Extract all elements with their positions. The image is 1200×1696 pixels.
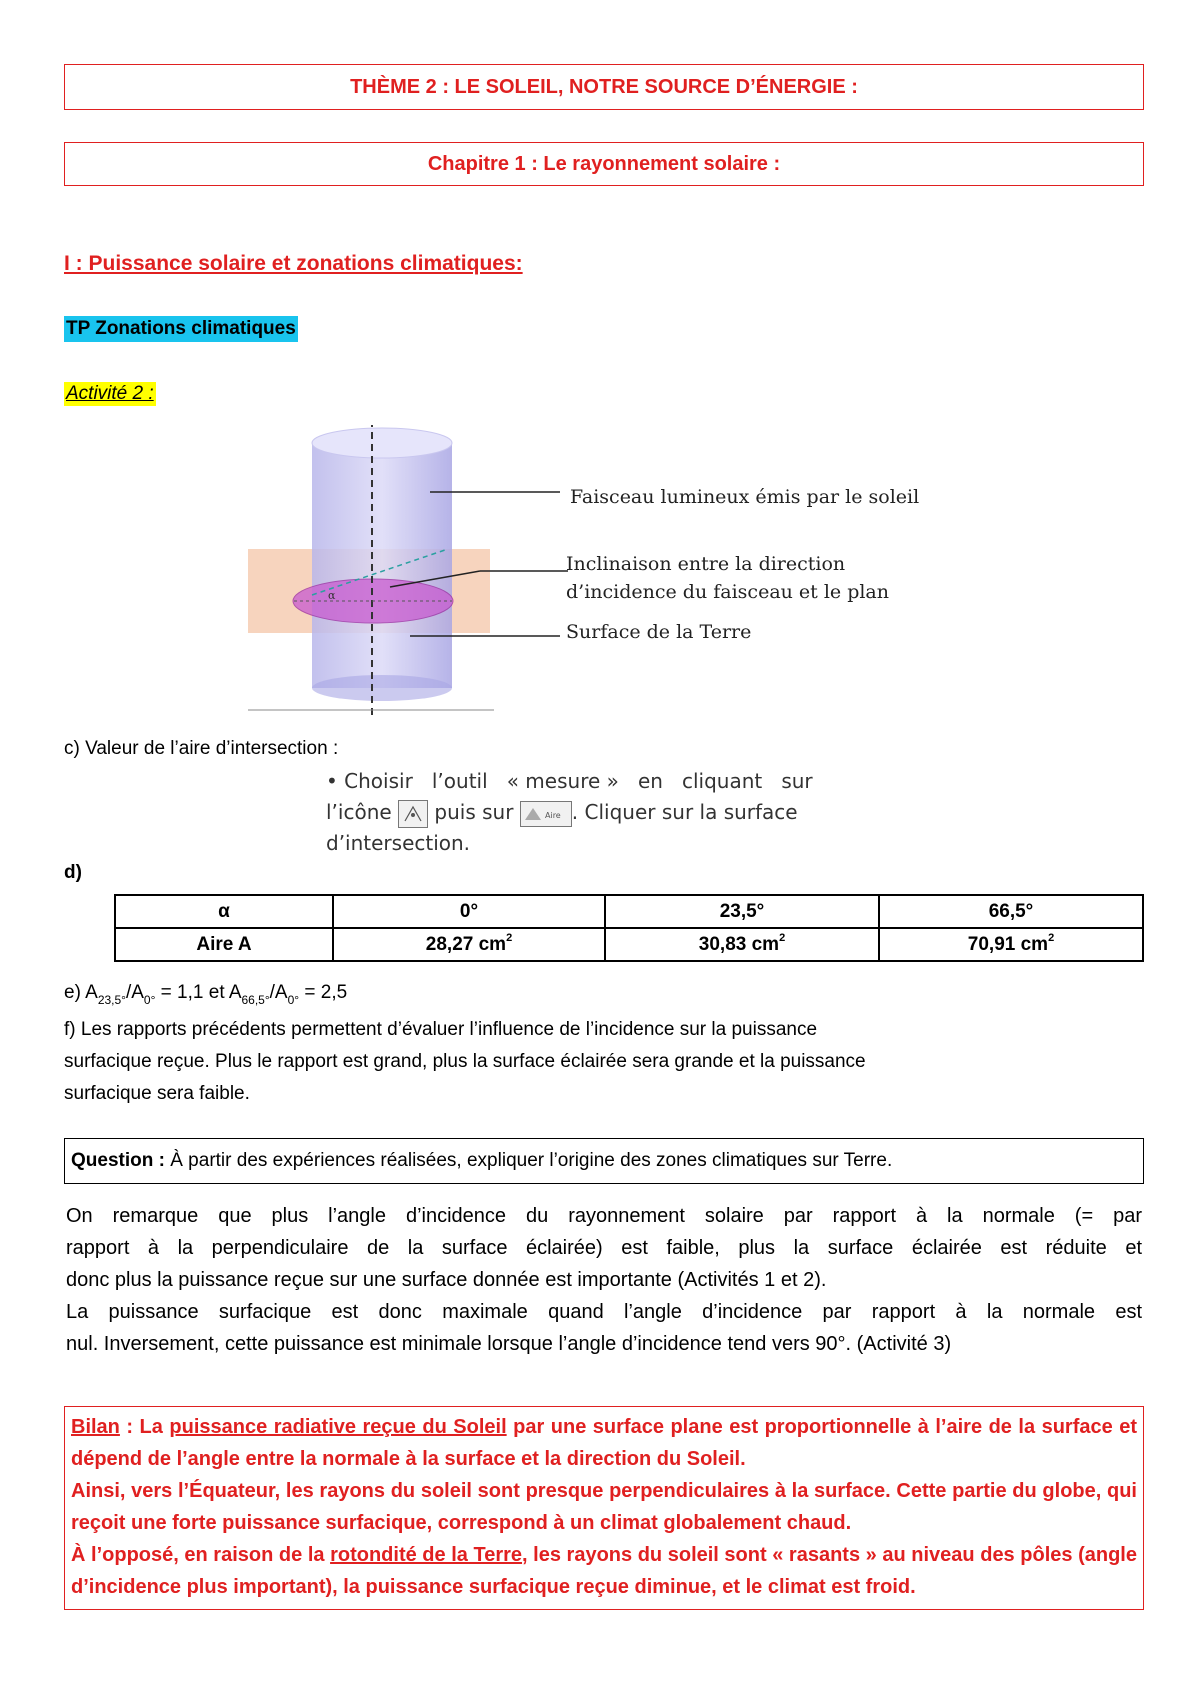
area-tool-icon[interactable] <box>520 801 572 827</box>
step-c-line1 <box>326 766 878 797</box>
table-row-label: Aire A <box>115 928 333 961</box>
area-table <box>114 894 1144 962</box>
step-c-line3: d’intersection. <box>326 831 471 855</box>
answer-line1: On remarque que plus l’angle d’incidence du rayonnement solaire par rapport à la normale (= par <box>66 1205 1142 1227</box>
bilan-term-roundness: rotondité de la Terre <box>330 1544 523 1566</box>
step-c-line2 <box>326 797 878 828</box>
answer-line5: nul. Inversement, cette puissance est minimale lorsque l’angle d’incidence tend vers 90°. (Activité 3) <box>66 1333 952 1355</box>
theme-title: THÈME 2 : LE SOLEIL, NOTRE SOURCE D’ÉNERGIE : <box>64 64 1144 110</box>
answer-line4: La puissance surfacique est donc maximale quand l’angle d’incidence par rapport à la normale est <box>66 1301 1142 1323</box>
table-header-cell: 66,5° <box>879 895 1143 928</box>
label-incline-2: d’incidence du faisceau et le plan <box>566 581 889 603</box>
answer-line3: donc plus la puissance reçue sur une surface donnée est importante (Activités 1 et 2). <box>66 1269 827 1291</box>
bilan-para-1: Bilan : La puissance radiative reçue du Soleil par une surface plane est proportionnelle à l’aire de la surface et dépend de l’angle entre la normale à la surface et la direction du Soleil. <box>71 1416 1138 1470</box>
beam-top <box>312 428 452 458</box>
step-c-label: c) Valeur de l’aire d’intersection : <box>64 738 339 759</box>
label-beam: Faisceau lumineux émis par le soleil <box>570 486 920 508</box>
table-header-cell: α <box>115 895 333 928</box>
question-text: À partir des expériences réalisées, expliquer l’origine des zones climatiques sur Terre. <box>164 1150 893 1171</box>
step-c-line2-b: puis sur <box>434 800 514 824</box>
question-box <box>64 1138 1144 1184</box>
table-header-cell: 23,5° <box>605 895 879 928</box>
label-incline-1: Inclinaison entre la direction <box>566 553 846 575</box>
beam-bottom <box>312 675 452 701</box>
bilan-para-3: À l’opposé, en raison de la rotondité de la Terre, les rayons du soleil sont « rasants » au niveau des pôles (angle d’incidence plus important), la puissance surfacique reçue diminue, et le climat est froid. <box>71 1544 1137 1598</box>
question-label: Question : <box>71 1150 165 1171</box>
step-f-line2: surfacique reçue. Plus le rapport est grand, plus la surface éclairée sera grande et la puissance <box>64 1051 866 1072</box>
measure-tool-icon[interactable] <box>398 800 428 828</box>
table-cell: 70,91 $cm^2$ <box>879 928 1143 961</box>
activity-label: Activité 2 : <box>66 383 154 404</box>
step-f-line3: surfacique sera faible. <box>64 1083 250 1104</box>
section-title: I : Puissance solaire et zonations climatiques: <box>64 252 523 275</box>
answer-line2: rapport à la perpendiculaire de la surface éclairée) est faible, plus la surface éclairée est réduite et <box>66 1237 1142 1259</box>
bullet: • <box>326 769 338 793</box>
leader-incline-ext <box>480 566 570 576</box>
step-c-line2-a: l’icône <box>326 800 392 824</box>
step-c-line2-c: . Cliquer sur la surface <box>571 800 798 824</box>
bilan-para-2: Ainsi, vers l’Équateur, les rayons du soleil sont presque perpendiculaires à la surface. Cette partie du globe, qui reçoit une forte puissance surfacique, correspond à un climat globalement chaud. <box>71 1480 1137 1534</box>
table-cell: 28,27 $cm^2$ <box>333 928 605 961</box>
step-f-line1: f) Les rapports précédents permettent d’évaluer l’influence de l’incidence sur la puissance <box>64 1019 818 1040</box>
beam-cylinder <box>312 443 452 688</box>
step-d-label: d) <box>64 862 82 883</box>
chapter-title: Chapitre 1 : Le rayonnement solaire : <box>64 142 1144 186</box>
table-row <box>115 928 1143 961</box>
bilan-label: Bilan <box>71 1416 120 1438</box>
table-cell: 30,83 $cm^2$ <box>605 928 879 961</box>
bilan-term-power: puissance radiative reçue du Soleil <box>169 1416 507 1438</box>
table-header-row <box>115 895 1143 928</box>
answer-paragraph <box>66 1200 1142 1360</box>
area-icon-text: Aire <box>544 810 561 820</box>
label-surface: Surface de la Terre <box>566 621 752 643</box>
step-e-ratios: e) $A_{23,5^\circ}/A_{0^\circ} = 1,1$ et $A_{66,5^\circ}/A_{0^\circ} = 2,5$ <box>64 982 348 1007</box>
step-c-line1-text: Choisir l’outil « mesure » en cliquant sur <box>344 769 813 793</box>
alpha-label: α <box>328 589 336 602</box>
step-f-text <box>64 1014 866 1110</box>
bilan-box <box>64 1406 1144 1610</box>
step-c-instructions <box>326 766 878 859</box>
tp-label: TP Zonations climatiques <box>64 316 298 342</box>
table-header-cell: 0° <box>333 895 605 928</box>
